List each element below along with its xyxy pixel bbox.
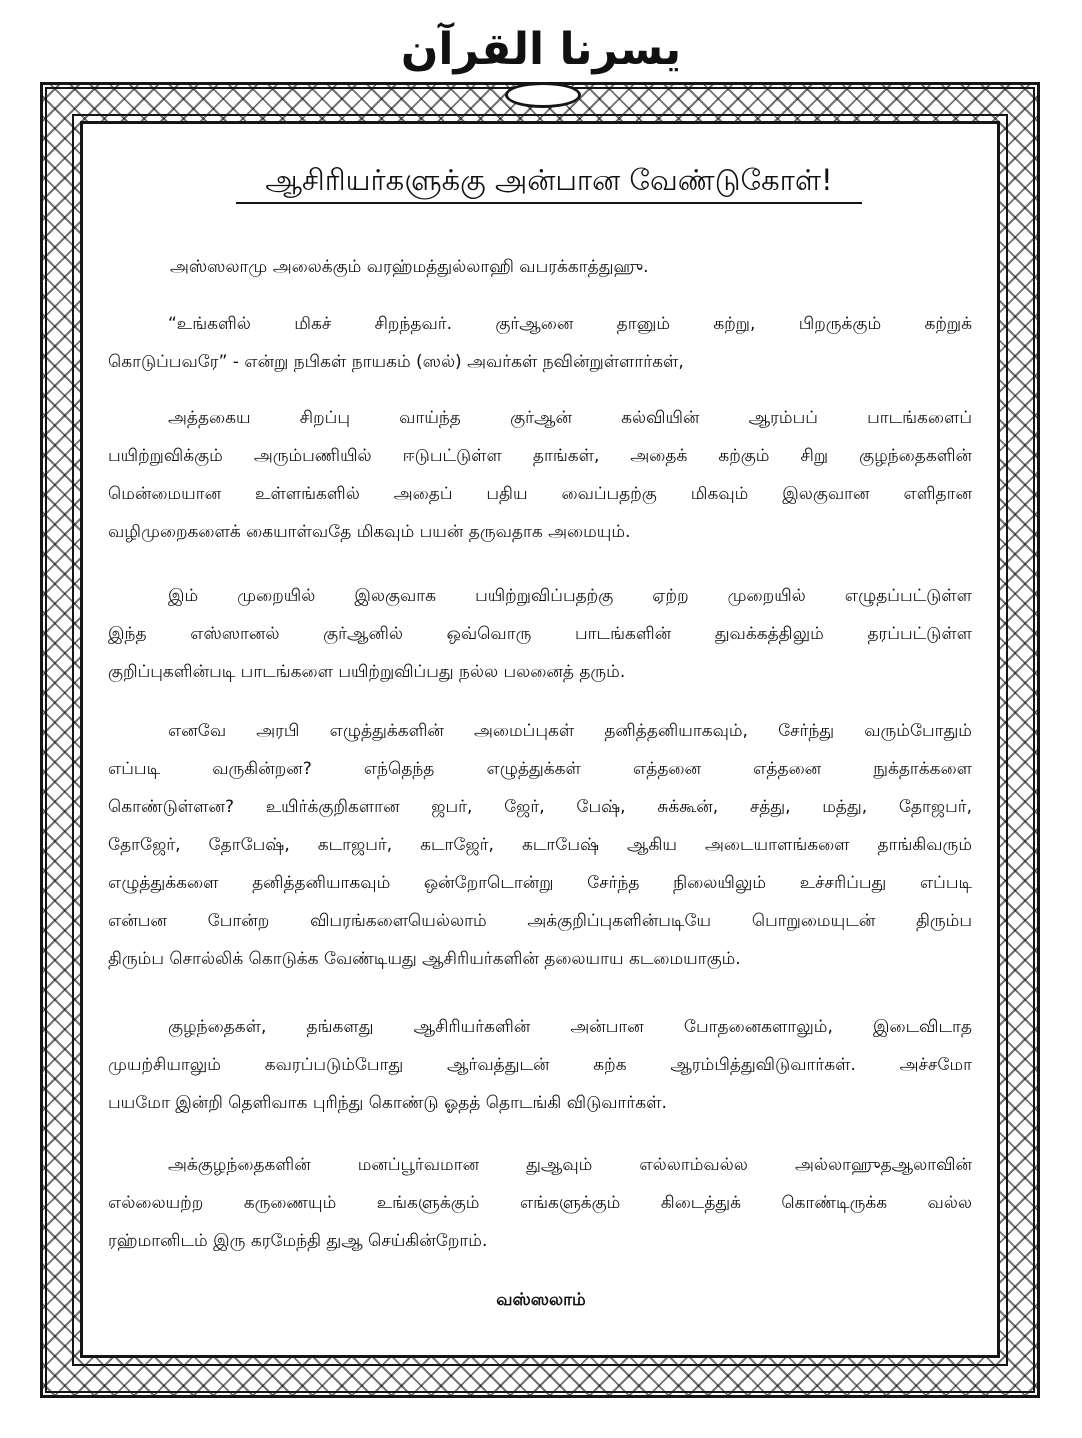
page-title: ஆசிரியர்களுக்கு அன்பான வேண்டுகோள்! bbox=[265, 163, 833, 197]
paragraph-4 bbox=[108, 712, 972, 978]
closing-greeting: வஸ்ஸலாம் bbox=[496, 1290, 586, 1310]
salutation: அஸ்ஸலாமு அலைக்கும் வரஹ்மத்துல்லாஹி வபரக்காத்துஹு. bbox=[170, 257, 649, 277]
paragraph-5 bbox=[108, 1008, 972, 1122]
title-underline bbox=[236, 202, 862, 204]
text-line: மென்மையான உள்ளங்களில் அதைப் பதிய வைப்பதற்கு மிகவும் இலகுவான எளிதான bbox=[108, 484, 972, 504]
text-line: கொண்டுள்ளன? உயிர்க்குறிகளான ஜபர், ஜேர், பேஷ், சுக்கூன், சத்து, மத்து, தோஜபர், bbox=[108, 797, 972, 817]
text-line: தோஜேர், தோபேஷ், கடாஜபர், கடாஜேர், கடாபேஷ் ஆகிய அடையாளங்களை தாங்கிவரும் bbox=[108, 835, 972, 855]
text-line: ரஹ்மானிடம் இரு கரமேந்தி துஆ செய்கின்றோம். bbox=[108, 1231, 488, 1251]
border-ornament bbox=[505, 82, 581, 108]
paragraph-1 bbox=[108, 305, 972, 381]
text-line: பயிற்றுவிக்கும் அரும்பணியில் ஈடுபட்டுள்ள தாங்கள், அதைக் கற்கும் சிறு குழந்தைகளின் bbox=[108, 446, 972, 466]
text-line: எல்லையற்ற கருணையும் உங்களுக்கும் எங்களுக்கும் கிடைத்துக் கொண்டிருக்க வல்ல bbox=[108, 1193, 972, 1213]
text-line: முயற்சியாலும் கவரப்படும்போது ஆர்வத்துடன் கற்க ஆரம்பித்துவிடுவார்கள். அச்சமோ bbox=[108, 1055, 972, 1075]
book-title-arabic: يسرنا القرآن bbox=[400, 24, 682, 75]
text-line: கொடுப்பவரே” - என்று நபிகள் நாயகம் (ஸல்) அவர்கள் நவின்றுள்ளார்கள், bbox=[108, 352, 684, 372]
text-line: அக்குழந்தைகளின் மனப்பூர்வமான துஆவும் எல்லாம்வல்ல அல்லாஹுதஆலாவின் bbox=[168, 1155, 972, 1175]
text-line: பயமோ இன்றி தெளிவாக புரிந்து கொண்டு ஓதத் தொடங்கி விடுவார்கள். bbox=[108, 1093, 667, 1113]
text-line: எப்படி வருகின்றன? எந்தெந்த எழுத்துக்கள் எத்தனை எத்தனை நுக்தாக்களை bbox=[108, 759, 972, 779]
text-line: குறிப்புகளின்படி பாடங்களை பயிற்றுவிப்பது நல்ல பலனைத் தரும். bbox=[108, 662, 626, 682]
text-line: “உங்களில் மிகச் சிறந்தவர். குர்ஆனை தானும் கற்று, பிறருக்கும் கற்றுக் bbox=[168, 314, 972, 334]
paragraph-6 bbox=[108, 1146, 972, 1260]
text-line: திரும்ப சொல்லிக் கொடுக்க வேண்டியது ஆசிரியர்களின் தலையாய கடமையாகும். bbox=[108, 949, 741, 969]
paragraph-3 bbox=[108, 577, 972, 691]
text-line: குழந்தைகள், தங்களது ஆசிரியர்களின் அன்பான போதனைகளாலும், இடைவிடாத bbox=[168, 1017, 972, 1037]
text-line: என்பன போன்ற விபரங்களையெல்லாம் அக்குறிப்புகளின்படியே பொறுமையுடன் திரும்ப bbox=[108, 911, 972, 931]
paragraph-2 bbox=[108, 399, 972, 551]
text-line: இம் முறையில் இலகுவாக பயிற்றுவிப்பதற்கு ஏற்ற முறையில் எழுதப்பட்டுள்ள bbox=[168, 586, 972, 606]
text-line: அத்தகைய சிறப்பு வாய்ந்த குர்ஆன் கல்வியின் ஆரம்பப் பாடங்களைப் bbox=[168, 408, 972, 428]
text-line: இந்த எஸ்ஸானல் குர்ஆனில் ஒவ்வொரு பாடங்களின் துவக்கத்திலும் தரப்பட்டுள்ள bbox=[108, 624, 972, 644]
text-line: எனவே அரபி எழுத்துக்களின் அமைப்புகள் தனித்தனியாகவும், சேர்ந்து வரும்போதும் bbox=[168, 721, 972, 741]
text-line: எழுத்துக்களை தனித்தனியாகவும் ஒன்றோடொன்று சேர்ந்த நிலையிலும் உச்சரிப்பது எப்படி bbox=[108, 873, 972, 893]
text-line: வழிமுறைகளைக் கையாள்வதே மிகவும் பயன் தருவதாக அமையும். bbox=[108, 522, 631, 542]
